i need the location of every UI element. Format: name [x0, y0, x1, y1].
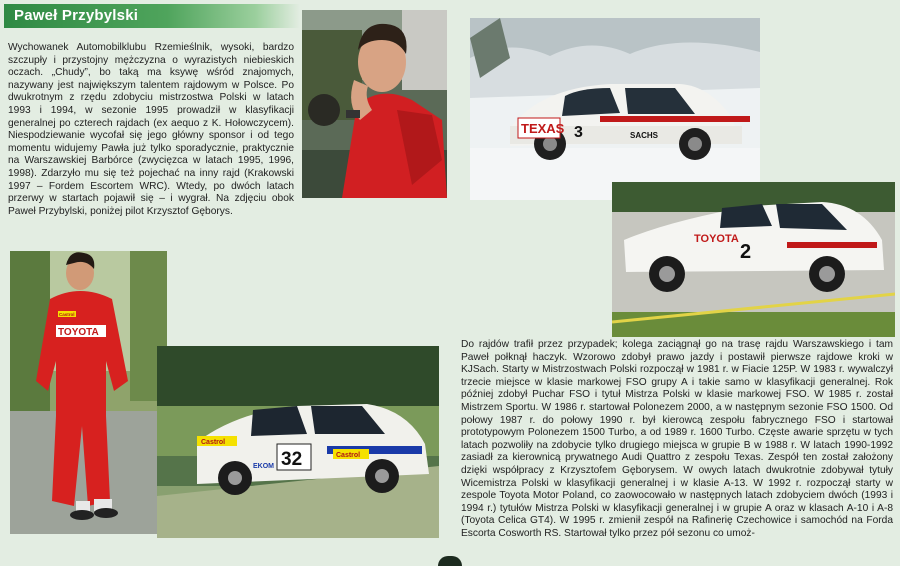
- celica-number: 2: [740, 241, 752, 263]
- audi-quattro-photo: [470, 18, 760, 200]
- celica-sponsor-decal: TOYOTA: [694, 233, 739, 245]
- audi-sponsor-decal: TEXAS: [521, 121, 565, 136]
- audi-number: 3: [574, 124, 583, 141]
- suit-badge: Castrol: [59, 312, 75, 317]
- main-paragraph: Do rajdów trafił przez przypadek; kolega zaciągnął go na trasę rajdu Warszawskiego i tam Paweł połknął haczyk. Wzorowo zdobył prawo jazdy i postawił pierwsze rajdowe kroki w KJSach. Starty w Mistrzostwach Polski rozpoczął w 1981 r. w Fiacie 125P. W 1983 r. wywalczył trzecie miejsce w klasie markowej FSO grupy A i takie samo w klasyfikacji generalnej. Rok później zdobył Puchar FSO i tytuł Mistrza Polski w klasie markowej FSO. W 1985 r. został Mistrzem Sportu. W 1986 r. startował Polonezem 2000, a w następnym sezonie FSO 1500. Od połowy 1987 r. do połowy 1990 r. był kierowcą zespołu fabrycznego FSO i startował prototypowym Polonezem 1500 Turbo, a od 1989 r. 1600 Turbo. Częste awarie sprzętu w tych latach pozwoliły na zdobycie tylko drugiego miejsca w grupie B w 1988 r. W latach 1990-1992 zasiadł za kierownicą prywatnego Audi Quattro z zespołu Texas. Zespół ten został założony dzięki współpracy z Krzysztofem Gęborysem. W owych latach dwukrotnie zdobywał tytuły Wicemistrza Polski w klasyfikacji generalnej i w klasie A-13. W 1992 r. rozpoczął starty w zespole Toyota Motor Poland, co zaowocowało w następnych latach zdobyciem dwóch (1993 i 1994 r.) tytułów Mistrza Polski w klasyfikacji generalnej i w grupie A oraz w klasach A-10 i A-8 (Toyota Celica GT4). W 1995 r. zmienił zespół na Rafinerię Czechowice i samochód na Forda Escorta Cosworth RS. Startował tylko przez pół sezonu co umoż-: [461, 339, 893, 539]
- toyota-celica-photo: [612, 182, 895, 337]
- suit-sponsor: TOYOTA: [58, 327, 99, 338]
- polonez-hood-decal: Castrol: [201, 439, 226, 446]
- portrait-photo: [302, 10, 447, 198]
- intro-paragraph: Wychowanek Automobilklubu Rzemieślnik, wysoki, bardzo szczupły i przystojny mężczyzna o wyrazistych niebieskich oczach. „Chudy”, bo taką ma ksywę wśród znajomych, nazywany jest największym talentem rajdowym w Polsce. Po dwukrotnym z rzędu zdobyciu mistrzostwa Polski w latach 1993 i 1994, w sezonie 1995 prowadził w klasyfikacji generalnej po czterech rajdach (ex aequo z K. Hołowczycem). Niespodziewanie wycofał się jego główny sponsor i od tego momentu widujemy Pawła już tylko sporadycznie, praktycznie na Warszawskiej Barbórce (zwycięzca w latach 1995, 1996, 1998). Zdarzyło mu się też pojechać na inny rajd (Krakowski 1997 – Fordem Escortem WRC). Wtedy, po dwóch latach przerwy w startach pojawił się – i wygrał. Na zdjęciu obok Paweł Przybylski, poniżej pilot Krzysztof Gęborys.: [8, 42, 294, 217]
- polonez-photo: [157, 346, 439, 538]
- driver-red-suit-photo: [10, 251, 167, 534]
- polonez-decal: EKOM: [253, 463, 274, 470]
- title-bar: [4, 4, 300, 28]
- polonez-sponsor: Castrol: [336, 452, 361, 459]
- polonez-number: 32: [281, 449, 303, 470]
- page-title: Paweł Przybylski: [14, 7, 139, 24]
- page-marker: [438, 556, 462, 566]
- audi-decal: SACHS: [630, 131, 659, 140]
